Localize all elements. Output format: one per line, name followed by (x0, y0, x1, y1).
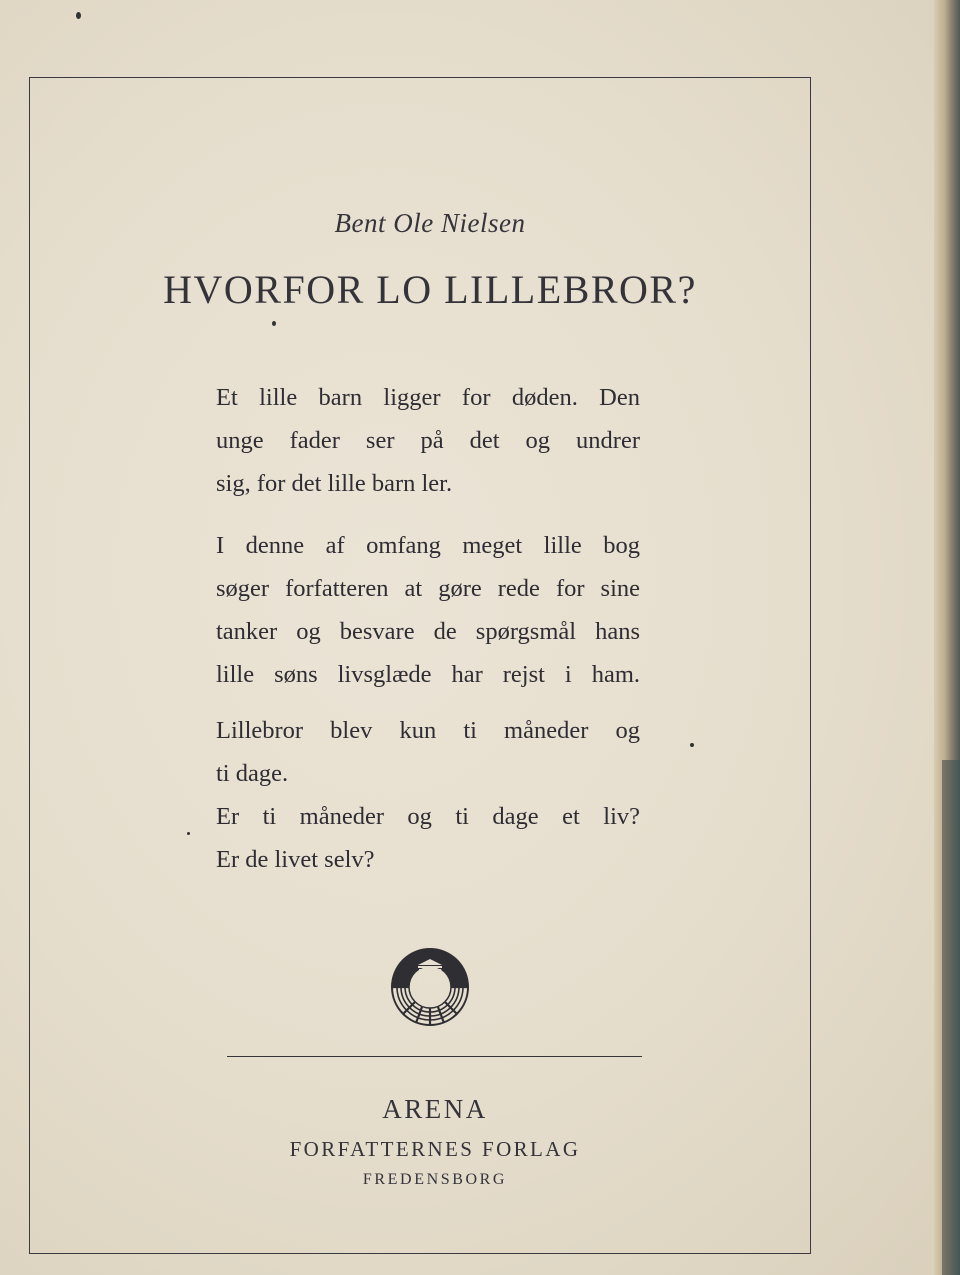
blurb-line: unge fader ser på det og undrer (216, 427, 640, 454)
blurb-line: Er ti måneder og ti dage et liv? (216, 803, 640, 830)
blurb-line: lille søns livsglæde har rejst i ham. (216, 661, 640, 688)
blurb-line: I denne af omfang meget lille bog (216, 532, 640, 559)
blurb-line: sig, for det lille barn ler. (216, 470, 453, 497)
blurb-line: tanker og besvare de spørgsmål hans (216, 618, 640, 645)
ink-speck (76, 12, 81, 19)
blurb-line: søger forfatteren at gøre rede for sine (216, 575, 640, 602)
publisher-city: FREDENSBORG (362, 1171, 508, 1188)
author-name: Bent Ole Nielsen (334, 208, 526, 238)
page-edge-shadow (942, 760, 960, 1275)
publisher-name: ARENA (382, 1094, 488, 1124)
arena-theatre-logo-icon (387, 948, 473, 1028)
divider-rule (227, 1056, 642, 1057)
blurb-paragraph-1 (216, 376, 640, 505)
blurb-line: Lillebror blev kun ti måneder og (216, 717, 640, 744)
blurb-paragraph-2 (216, 524, 640, 696)
book-title: HVORFOR LO LILLEBROR? (163, 267, 697, 312)
blurb-line: ti dage. (216, 760, 289, 787)
blurb-line: Er de livet selv? (216, 846, 375, 873)
publisher-imprint: FORFATTERNES FORLAG (289, 1137, 581, 1161)
blurb-paragraph-3 (216, 709, 640, 881)
blurb-line: Et lille barn ligger for døden. Den (216, 384, 640, 411)
